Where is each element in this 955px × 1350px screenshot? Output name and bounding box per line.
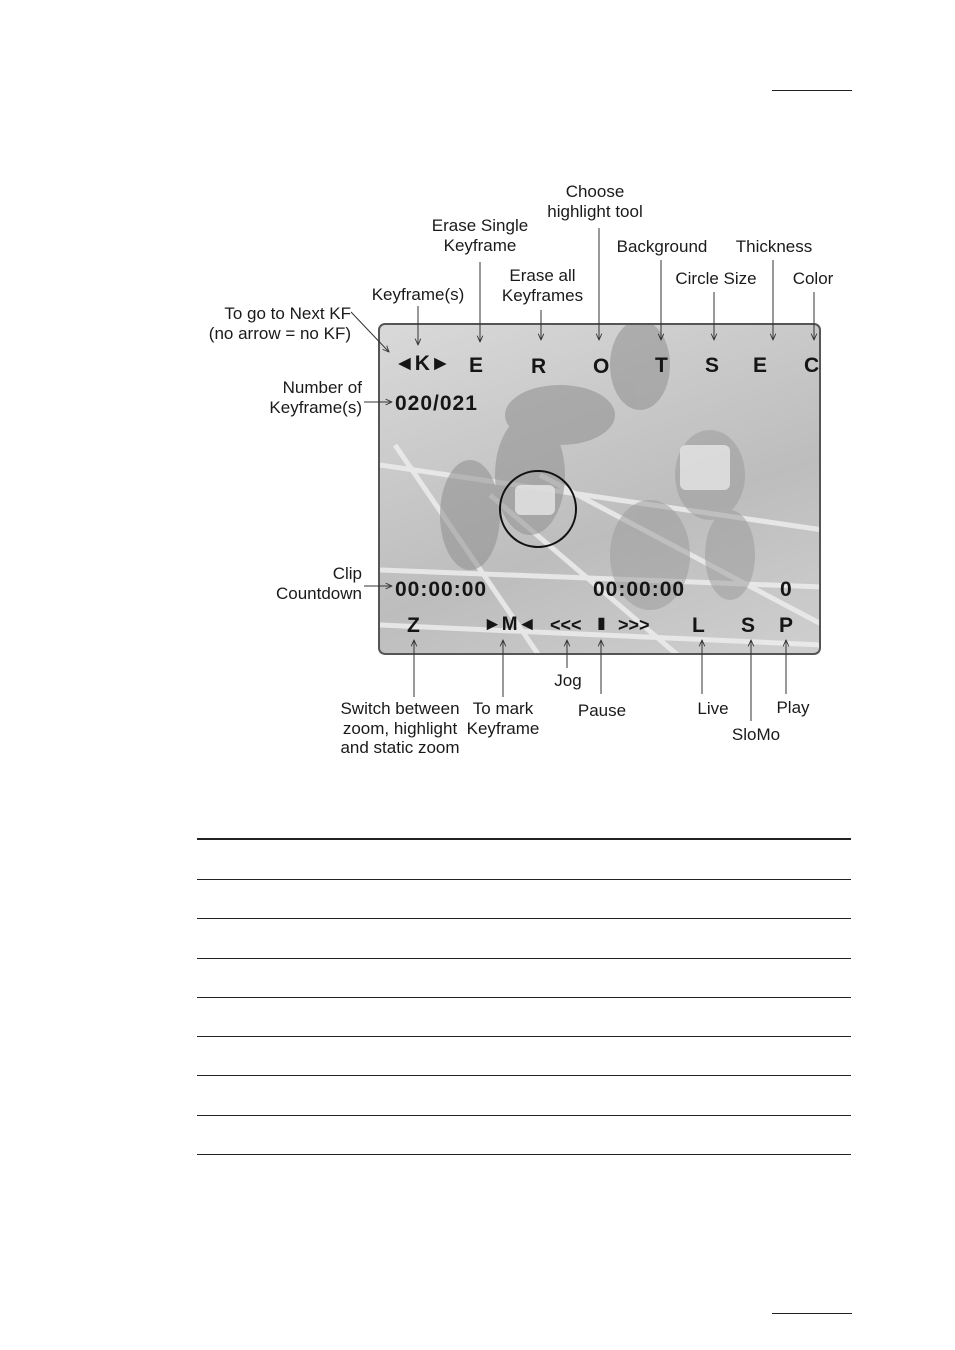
osd-timecode: 00:00:00: [593, 578, 686, 601]
label-jog: Jog: [554, 671, 582, 690]
osd-mark: ►M◄: [483, 614, 537, 635]
label-play: Play: [776, 698, 810, 717]
table-row-rule: [197, 997, 851, 998]
label-live: Live: [697, 699, 729, 718]
label-clip-countdown: Clip Countdown: [275, 564, 362, 603]
osd-jog-forward: >>>: [618, 615, 650, 635]
osd-clip-countdown: 00:00:00: [395, 578, 488, 601]
label-background: Background: [616, 237, 708, 256]
osd-highlight-tool: O: [593, 355, 610, 378]
osd-speed: 0: [780, 578, 792, 601]
table-row-rule: [197, 958, 851, 959]
osd-thickness: E: [753, 354, 768, 377]
label-thickness: Thickness: [735, 237, 813, 256]
osd-circle-size: S: [705, 354, 720, 377]
osd-erase-single: E: [469, 354, 484, 377]
osd-play: P: [779, 614, 794, 637]
osd-pause: ▮: [597, 615, 606, 632]
table-row-rule: [197, 1115, 851, 1116]
label-color: Color: [792, 269, 834, 288]
label-mark-keyframe: To mark Keyframe: [466, 699, 540, 738]
label-next-kf: To go to Next KF (no arrow = no KF): [208, 304, 351, 343]
table-row-rule: [197, 879, 851, 880]
table-bottom-rule: [197, 1154, 851, 1155]
osd-zoom: Z: [407, 614, 420, 637]
label-pause: Pause: [577, 701, 627, 720]
osd-slomo: S: [741, 614, 756, 637]
osd-kf-count: 020/021: [395, 392, 478, 415]
osd-erase-all: R: [531, 355, 547, 378]
osd-jog-back: <<<: [550, 615, 582, 635]
label-switch-zoom: Switch between zoom, highlight and static zoom: [340, 699, 460, 758]
label-number-of-keyframes: Number of Keyframe(s): [269, 378, 362, 417]
osd-kf-nav: ◄K►: [394, 352, 451, 375]
table-row-rule: [197, 1036, 851, 1037]
label-slomo: SloMo: [731, 725, 781, 744]
table-top-rule: [197, 838, 851, 840]
label-choose-highlight: Choose highlight tool: [547, 182, 643, 221]
osd-live: L: [692, 614, 705, 637]
osd-color: C: [804, 354, 820, 377]
label-keyframes: Keyframe(s): [371, 285, 465, 304]
label-erase-all: Erase all Keyframes: [501, 266, 584, 305]
osd-background: T: [655, 354, 668, 377]
label-circle-size: Circle Size: [675, 269, 757, 288]
table-row-rule: [197, 1075, 851, 1076]
table-row-rule: [197, 918, 851, 919]
label-erase-single: Erase Single Keyframe: [431, 216, 529, 255]
